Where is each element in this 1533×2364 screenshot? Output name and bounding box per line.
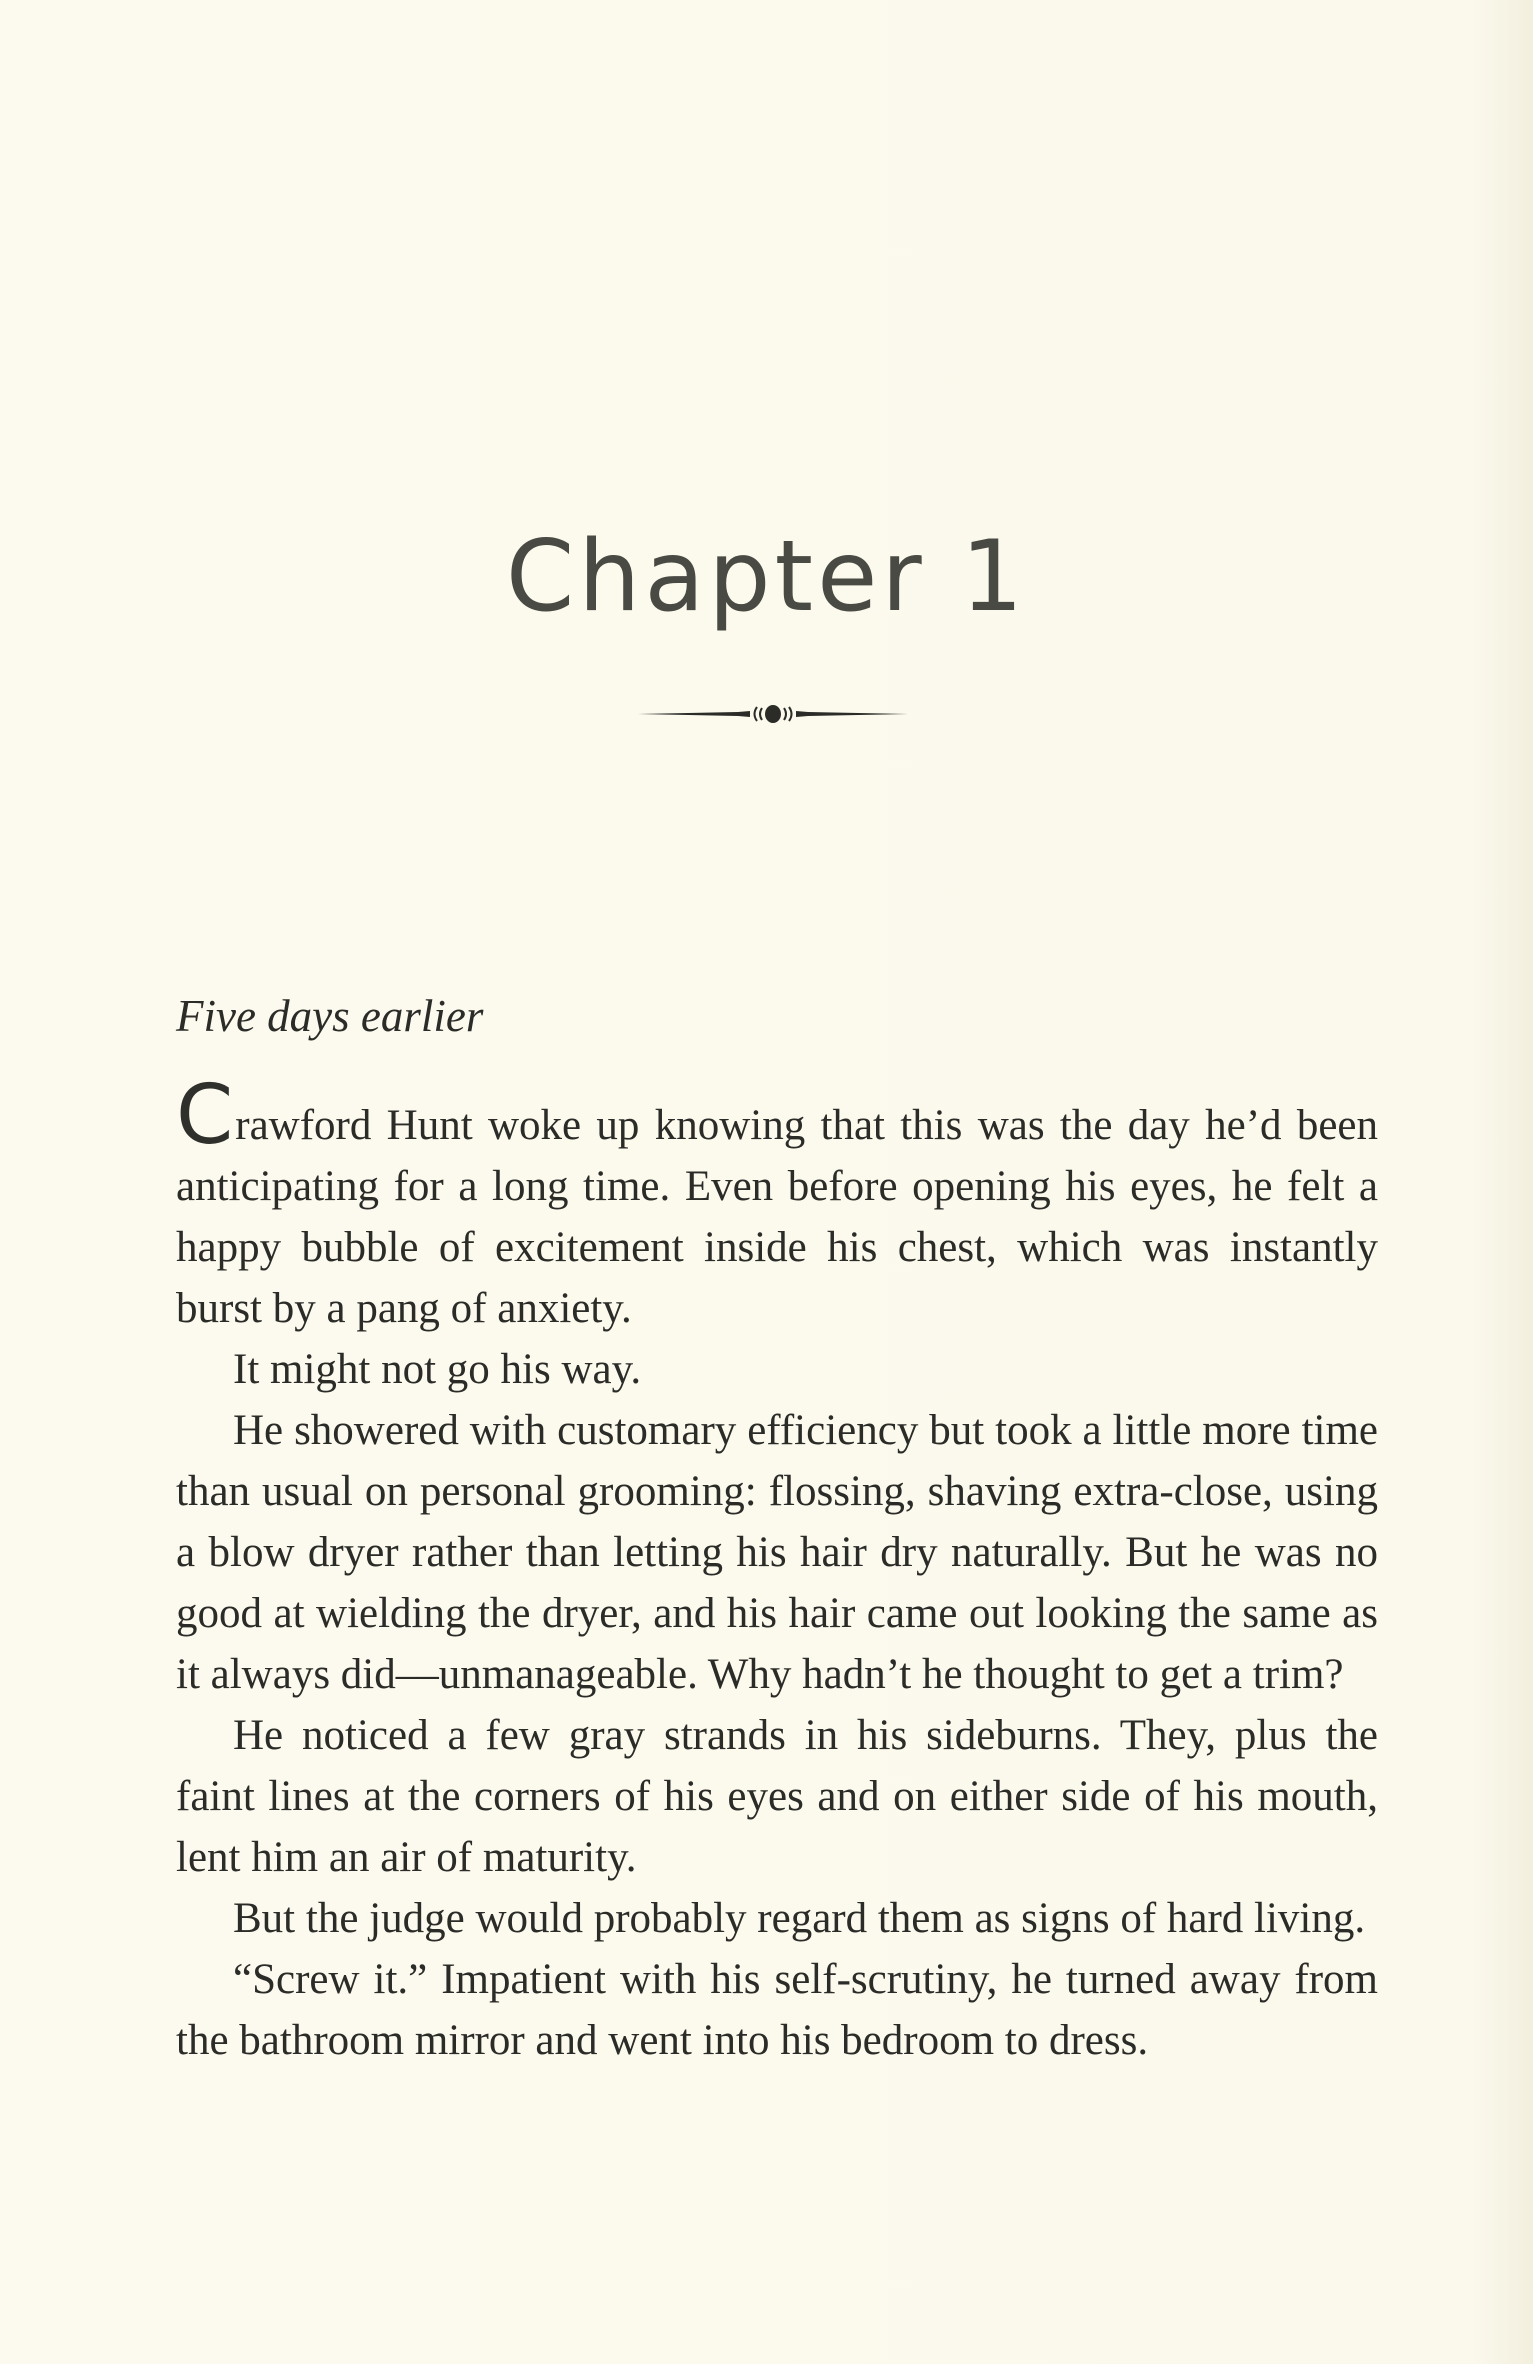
paragraph: He noticed a few gray strands in his sideburns. They, plus the faint lines at the corners of his eyes and on either side of his mouth, lent him an air of maturity. <box>176 1712 1378 1881</box>
paragraph-text: rawford Hunt woke up knowing that this was the day he’d been anticipating for a long time. Even before opening his eyes, he felt a happy bubble of excitement inside his chest, which was instantly burst by a pang of anxiety. <box>176 1102 1378 1332</box>
paragraph <box>176 1068 1378 1339</box>
paragraph: It might not go his way. <box>233 1346 642 1393</box>
paragraph: He showered with customary efficiency but took a little more time than usual on personal grooming: flossing, shaving extra-close, using a blow dryer rather than letting his hair dry naturally. But he was no good at wielding the dryer, and his hair came out looking the same as it always did––unmanageable. Why hadn’t he thought to get a trim? <box>176 1407 1378 1698</box>
chapter-body <box>176 1068 1378 2071</box>
ornament-divider <box>638 702 908 726</box>
paragraph: But the judge would probably regard them as signs of hard living. <box>233 1895 1366 1942</box>
paragraph: “Screw it.” Impatient with his self-scrutiny, he turned away from the bathroom mirror and went into his bedroom to dress. <box>176 1956 1378 2064</box>
drop-cap: C <box>176 1068 234 1163</box>
dateline: Five days earlier <box>176 991 484 1041</box>
chapter-title: Chapter 1 <box>505 520 1028 634</box>
